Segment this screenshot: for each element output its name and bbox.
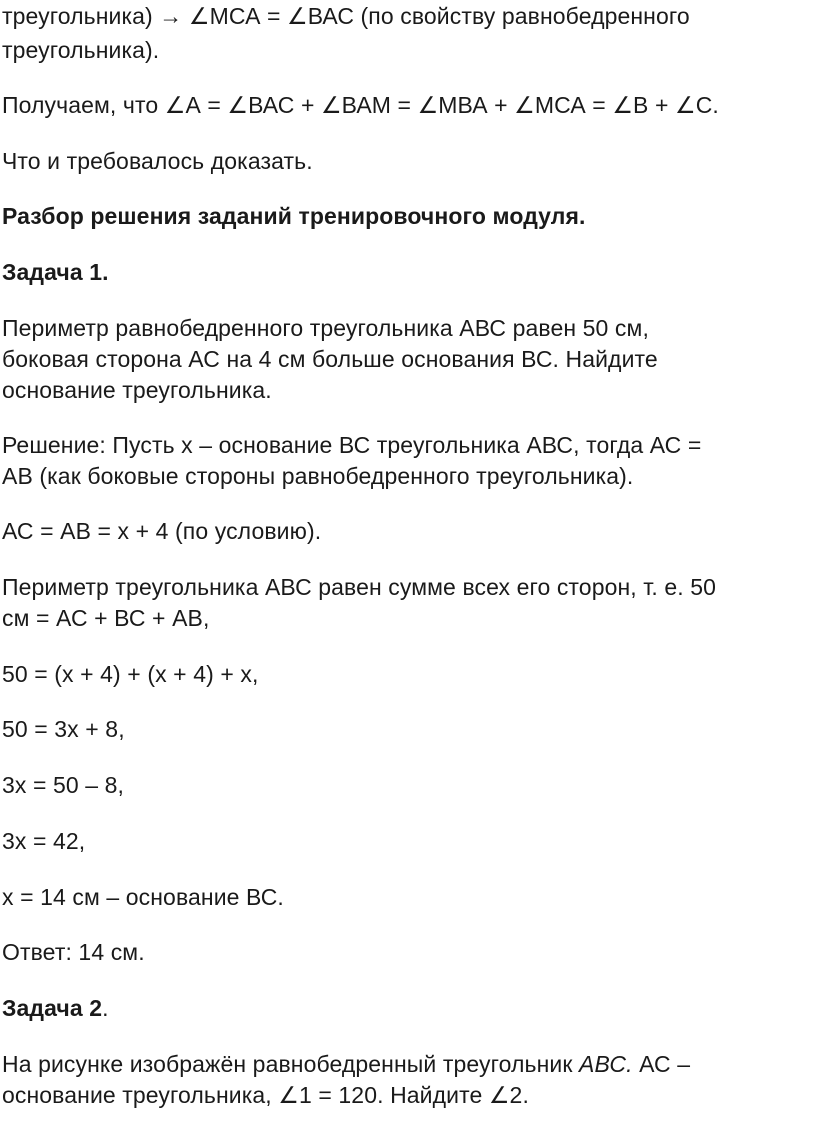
- text-line: треугольника) → ∠МСА = ∠ВАС (по свойству равнобедренного: [2, 3, 690, 29]
- text-line: треугольника).: [2, 37, 160, 63]
- text-line: [2, 1049, 690, 1080]
- text-line: Что и требовалось доказать.: [2, 148, 313, 174]
- text-line: АС = АВ = х + 4 (по условию).: [2, 518, 322, 544]
- answer-line: Ответ: 14 см.: [2, 939, 145, 965]
- text-fragment: На рисунке изображён равнобедренный треугольник: [2, 1051, 579, 1077]
- text-line: Периметр равнобедренного треугольника АВС равен 50 см,: [2, 315, 649, 341]
- equation-line: х = 14 см – основание ВС.: [2, 884, 284, 910]
- triangle-name: АВС.: [579, 1051, 633, 1077]
- text-line: основание треугольника.: [2, 377, 272, 403]
- text-line: Решение: Пусть х – основание ВС треугольника АВС, тогда АС =: [2, 432, 702, 458]
- task-heading-label: Задача 2: [2, 995, 103, 1021]
- task-heading: Задача 1.: [2, 259, 109, 285]
- section-heading: Разбор решения заданий тренировочного модуля.: [2, 203, 586, 229]
- text-line: Периметр треугольника АВС равен сумме всех его сторон, т. е. 50: [2, 574, 716, 600]
- task-heading-period: .: [102, 995, 109, 1021]
- equation-line: 3х = 42,: [2, 828, 86, 854]
- task-heading: [2, 993, 109, 1024]
- text-fragment: АС –: [632, 1051, 691, 1077]
- equation-line: 50 = (х + 4) + (х + 4) + х,: [2, 661, 259, 687]
- text-line: Получаем, что ∠А = ∠ВАС + ∠ВАМ = ∠МВА + ∠МСА = ∠В + ∠С.: [2, 92, 719, 118]
- text-line: боковая сторона АС на 4 см больше основания ВС. Найдите: [2, 346, 658, 372]
- equation-line: 50 = 3х + 8,: [2, 716, 125, 742]
- equation-line: 3х = 50 – 8,: [2, 772, 125, 798]
- text-line: см = АС + ВС + АВ,: [2, 605, 210, 631]
- text-line: основание треугольника, ∠1 = 120. Найдите ∠2.: [2, 1082, 529, 1108]
- text-line: АВ (как боковые стороны равнобедренного треугольника).: [2, 463, 634, 489]
